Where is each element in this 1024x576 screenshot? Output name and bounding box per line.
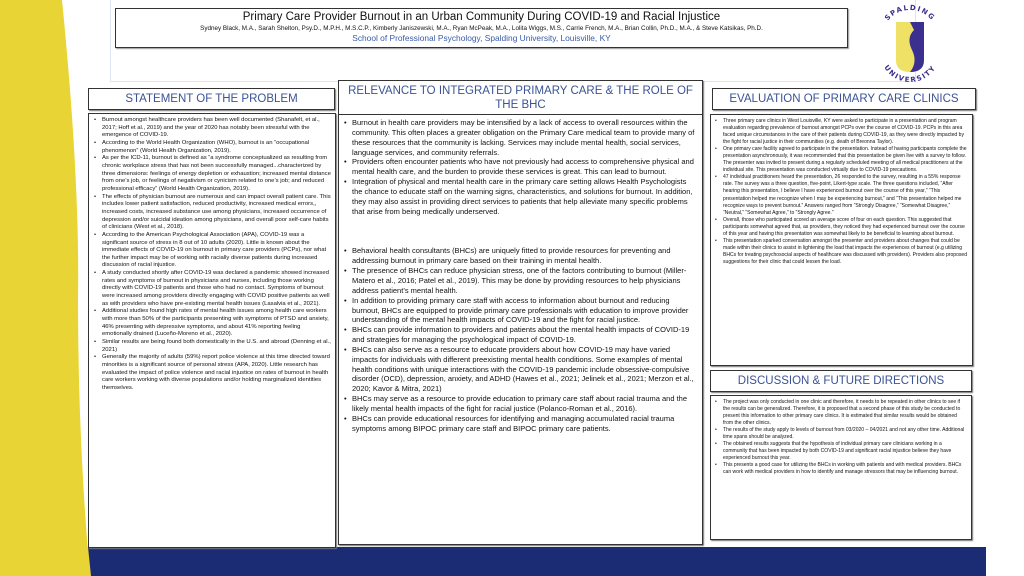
bullet-item: • A study conducted shortly after COVID-19 was declared a pandemic showed increased rates and symptoms of burnout in physicians and nurses, including those working directly with COVID-19 patients and those who had no contact. Symptoms of burnout were increased among providers directly engaging with COVID positive patients as well as with providers who have pre-existing mental health issues (Lasalvia et al., 2021). [93, 270, 331, 308]
section-body-evaluation [710, 114, 973, 366]
bullet-list [93, 117, 331, 393]
bullet-item: • 47 individual practitioners heard the presentation, 26 responded to the survey, resulting in a 55% response rate. The survey was a three question, five-point, Likert-type scale. The three questions included, “After hearing this presentation, I believe I have experienced burnout over the course of this year,” “This presentation helped me recognize when I may be experiencing burnout,” and “This presentation helped me recognize ways to prevent burnout.” Answers ranged from “Strongly Disagree,” “Somewhat Disagree,” “Neutral,” “Somewhat Agree,” to “Strongly Agree.” [714, 174, 968, 216]
logo-bottom-text: UNIVERSITY [882, 63, 938, 84]
bullet-item: • According to the World Health Organization (WHO), burnout is an “occupational phenomenon” (World Health Organization, 2019). [93, 140, 331, 155]
section-header-discussion [710, 370, 972, 392]
yellow-accent-shape-bottom [0, 547, 95, 576]
bullet-list [714, 118, 968, 266]
bullet-item: • The results of the study apply to levels of burnout from 03/2020 – 04/2021 and not any other time. Additional time spans should be analyzed. [714, 427, 967, 441]
bullet-list [339, 216, 702, 433]
logo-top-text: SPALDING [883, 4, 937, 23]
bullet-item: • Additional studies found high rates of mental health issues among health care workers with more than 50% of the participants presenting with symptoms of PTSD and anxiety, 46% presenting with depressive symptoms, and about 41% reporting feeling emotionally drained (Luceño-Moreno et al., 2020). [93, 308, 331, 339]
bullet-list [339, 115, 702, 216]
bullet-item: • Generally the majority of adults (59%) report police violence at this time directed toward minorities is a significant source of personal stress (APA, 2020). Little research has evaluated the impact of police violence and racial injustice on rates of burnout in health care workers working with diverse populations and/or holding marginalized identities themselves. [93, 354, 331, 392]
bullet-item: • Three primary care clinics in West Louisville, KY were asked to participate in a presentation and program evaluation regarding prevalence of burnout amongst PCPs over the course of COVID-19. PCPs in this area faced unique circumstances in the care of their patients during COVID-19, as they were directly impacted by the fight for racial justice in their communities (e.g. death of Breonna Taylor). [714, 118, 968, 146]
bullet-item: • The effects of physician burnout are numerous and can impact overall patient care. This includes lower patient satisfaction, reduced productivity, increased medical errors,, increased costs, increased substance use among physicians, increased occurrence of depression and/or suicidal ideation among physicians, and overall poor self-care habits of clinicians (West et al., 2018). [93, 194, 331, 232]
section-title: DISCUSSION & FUTURE DIRECTIONS [737, 375, 945, 387]
footer-bar [0, 547, 986, 576]
section-body-discussion [710, 395, 972, 540]
school-affiliation: School of Professional Psychology, Spalding University, Louisville, KY [352, 33, 611, 43]
bullet-item: • The obtained results suggests that the hypothesis of individual primary care clinicians working in a community that has been impacted by both COVID-19 and significant racial injustice believe they have experienced burnout this year. [714, 441, 967, 462]
bullet-item: • BHCs can also serve as a resource to educate providers about how COVID-19 may have varied impacts for individuals with different preexisting mental health conditions. Some examples of mental health conditions with unique interactions with the COVID-19 pandemic include obsessive-compulsive disorder (OCD), depression, anxiety, and ADHD (Hawes et al., 2021; Jelinek et al., 2021; Merzon et al., 2020; Kavor & Mitra, 2021) [343, 345, 697, 394]
yellow-accent-shape [0, 0, 100, 576]
bullet-item: • BHCs may serve as a resource to provide education to primary care staff about racial trauma and the likely mental health impacts of the fight for racial justice (Polanco-Roman et al., 2016). [343, 394, 697, 414]
section-title: EVALUATION OF PRIMARY CARE CLINICS [729, 93, 959, 105]
bullet-item: • The presence of BHCs can reduce physician stress, one of the factors contributing to burnout (Miller-Matero et al., 2016; Patel et al., 2019). This may be done by providing resources to help physicians address patient’s mental health. [343, 266, 697, 296]
bullet-item: • One primary care facility agreed to participate in the presentation. Instead of having participants complete the presentation asynchronously, it was recommended that this presentation be given live with a survey to follow. The presenter was invited to present during a regularly scheduled meeting of all medical practitioners at the individual site. This presentation was conducted virtually due to COVID-19 precautions. [714, 146, 968, 174]
bullet-item: • As per the ICD-11, burnout is defined as “a syndrome conceptualized as resulting from chronic workplace stress that has not been successfully managed...characterized by three dimensions: feelings of energy depletion or exhaustion; increased mental distance from one’s job, or feelings of negativism or cynicism related to one’s job; and reduced professional efficacy” (World Health Organization, 2019). [93, 155, 331, 193]
spalding-university-logo [868, 4, 952, 84]
section-title: RELEVANCE TO INTEGRATED PRIMARY CARE & THE ROLE OF THE BHC [348, 85, 693, 111]
bullet-item: • Burnout amongst healthcare providers has been well documented (Shanafelt, et al., 2017; Hoff et al., 2019) and the year of 2020 has notably been stressful with the emergence of COVID-19. [93, 117, 331, 140]
bullet-item: • Overall, those who participated scored an average score of four on each question. This suggested that participants somewhat agreed that, as providers, they noticed they had experienced burnout over the course of this year and having this presentation was somewhat likely to be beneficial to learning about burnout. [714, 217, 968, 238]
poster-title: Primary Care Provider Burnout in an Urban Community During COVID-19 and Racial Injustice [242, 11, 721, 23]
bullet-item: • BHCs can provide information to providers and patients about the mental health impacts of COVID-19 and strategies for managing the psychological impact of COVID-19. [343, 325, 697, 345]
section-title: STATEMENT OF THE PROBLEM [125, 93, 298, 105]
bullet-item: • In addition to providing primary care staff with access to information about burnout and reducing burnout, BHCs are equipped to provide primary care professionals with education to improve provider understanding of the mental health impacts of COVID-19 and the fight for racial justice. [343, 296, 697, 326]
bullet-item: • The project was only conducted in one clinic and therefore, it needs to be repeated in other clinics to see if the results can be generalized. Therefore, it is proposed that a second phase of this study be conducted to present this information to other primary care clinics. It is estimated that similar results would be obtained from the other clinics. [714, 399, 967, 427]
author-list: Sydney Black, M.A., Sarah Shelton, Psy.D., M.P.H., M.S.C.P., Kimberly Janiszewski, M.A., Ryan McPeak, M.A., Lolita Wiggs, M.S., Carrie French, M.A., Brian Collin, Ph.D., M.A., & Steve Katsikas, Ph.D. [200, 25, 763, 32]
section-header-evaluation [712, 88, 976, 110]
title-block [115, 8, 848, 48]
section-header-relevance [339, 81, 702, 115]
bullet-item: • Integration of physical and mental health care in the primary care setting allows Health Psychologists the chance to educate staff on the warning signs, characteristics, and solutions for burnout. In addition, they may also assist in providing direct services to patients that help alleviate many specific problems that arise from being medically underserved. [343, 177, 697, 216]
section-body-relevance [338, 80, 703, 545]
bullet-item: • According to the American Psychological Association (APA), COVID-19 was a significant source of stress in 8 out of 10 adults (2020). Little is known about the immediate effects of COVID-19 on burnout in primary care providers (PCPs), nor what the further impact may be of working with racially diverse patients during increased discussion of racial injustice. [93, 232, 331, 270]
bullet-item: • Behavioral health consultants (BHCs) are uniquely fitted to provide resources for preventing and addressing burnout in primary care based on their training in mental health. [343, 246, 697, 266]
bullet-item: • Providers often encounter patients who have not previously had access to comprehensive physical and mental health care, and the burden to provide these services is great. This can lead to burnout. [343, 157, 697, 177]
section-header-problem [88, 88, 335, 110]
bullet-item: • This presents a good case for utilizing the BHCs in working with patients and with medical providers. BHCs can work with medical providers in how to identify and manage stressors that may be influencing burnout. [714, 462, 967, 476]
bullet-item: • This presentation sparked conversation amongst the presenter and providers about changes that could be made within their clinics to assist in lightening the load that impacts the experiences of burnout (e.g utilizing BHCs for treating psychosocial aspects of healthcare was discussed with providers). Providers also proposed suggestions for their clinic that could lessen the load. [714, 238, 968, 266]
section-body-problem [88, 113, 336, 548]
bullet-item: • BHCs can provide educational resources for identifying and managing accumulated racial trauma symptoms among BIPOC primary care staff and BIPOC primary care patients. [343, 414, 697, 434]
bullet-item: • Similar results are being found both domestically in the U.S. and abroad (Denning et al., 2021) [93, 339, 331, 354]
svg-text:SPALDING [883, 4, 936, 22]
bullet-list [714, 399, 967, 476]
bullet-item: • Burnout in health care providers may be intensified by a lack of access to overall resources within the community. This often places a greater obligation on the Primary Care medical team to provide many of these resources that the community is lacking. Services may include mental health, social services, language services, and community referrals. [343, 118, 697, 157]
